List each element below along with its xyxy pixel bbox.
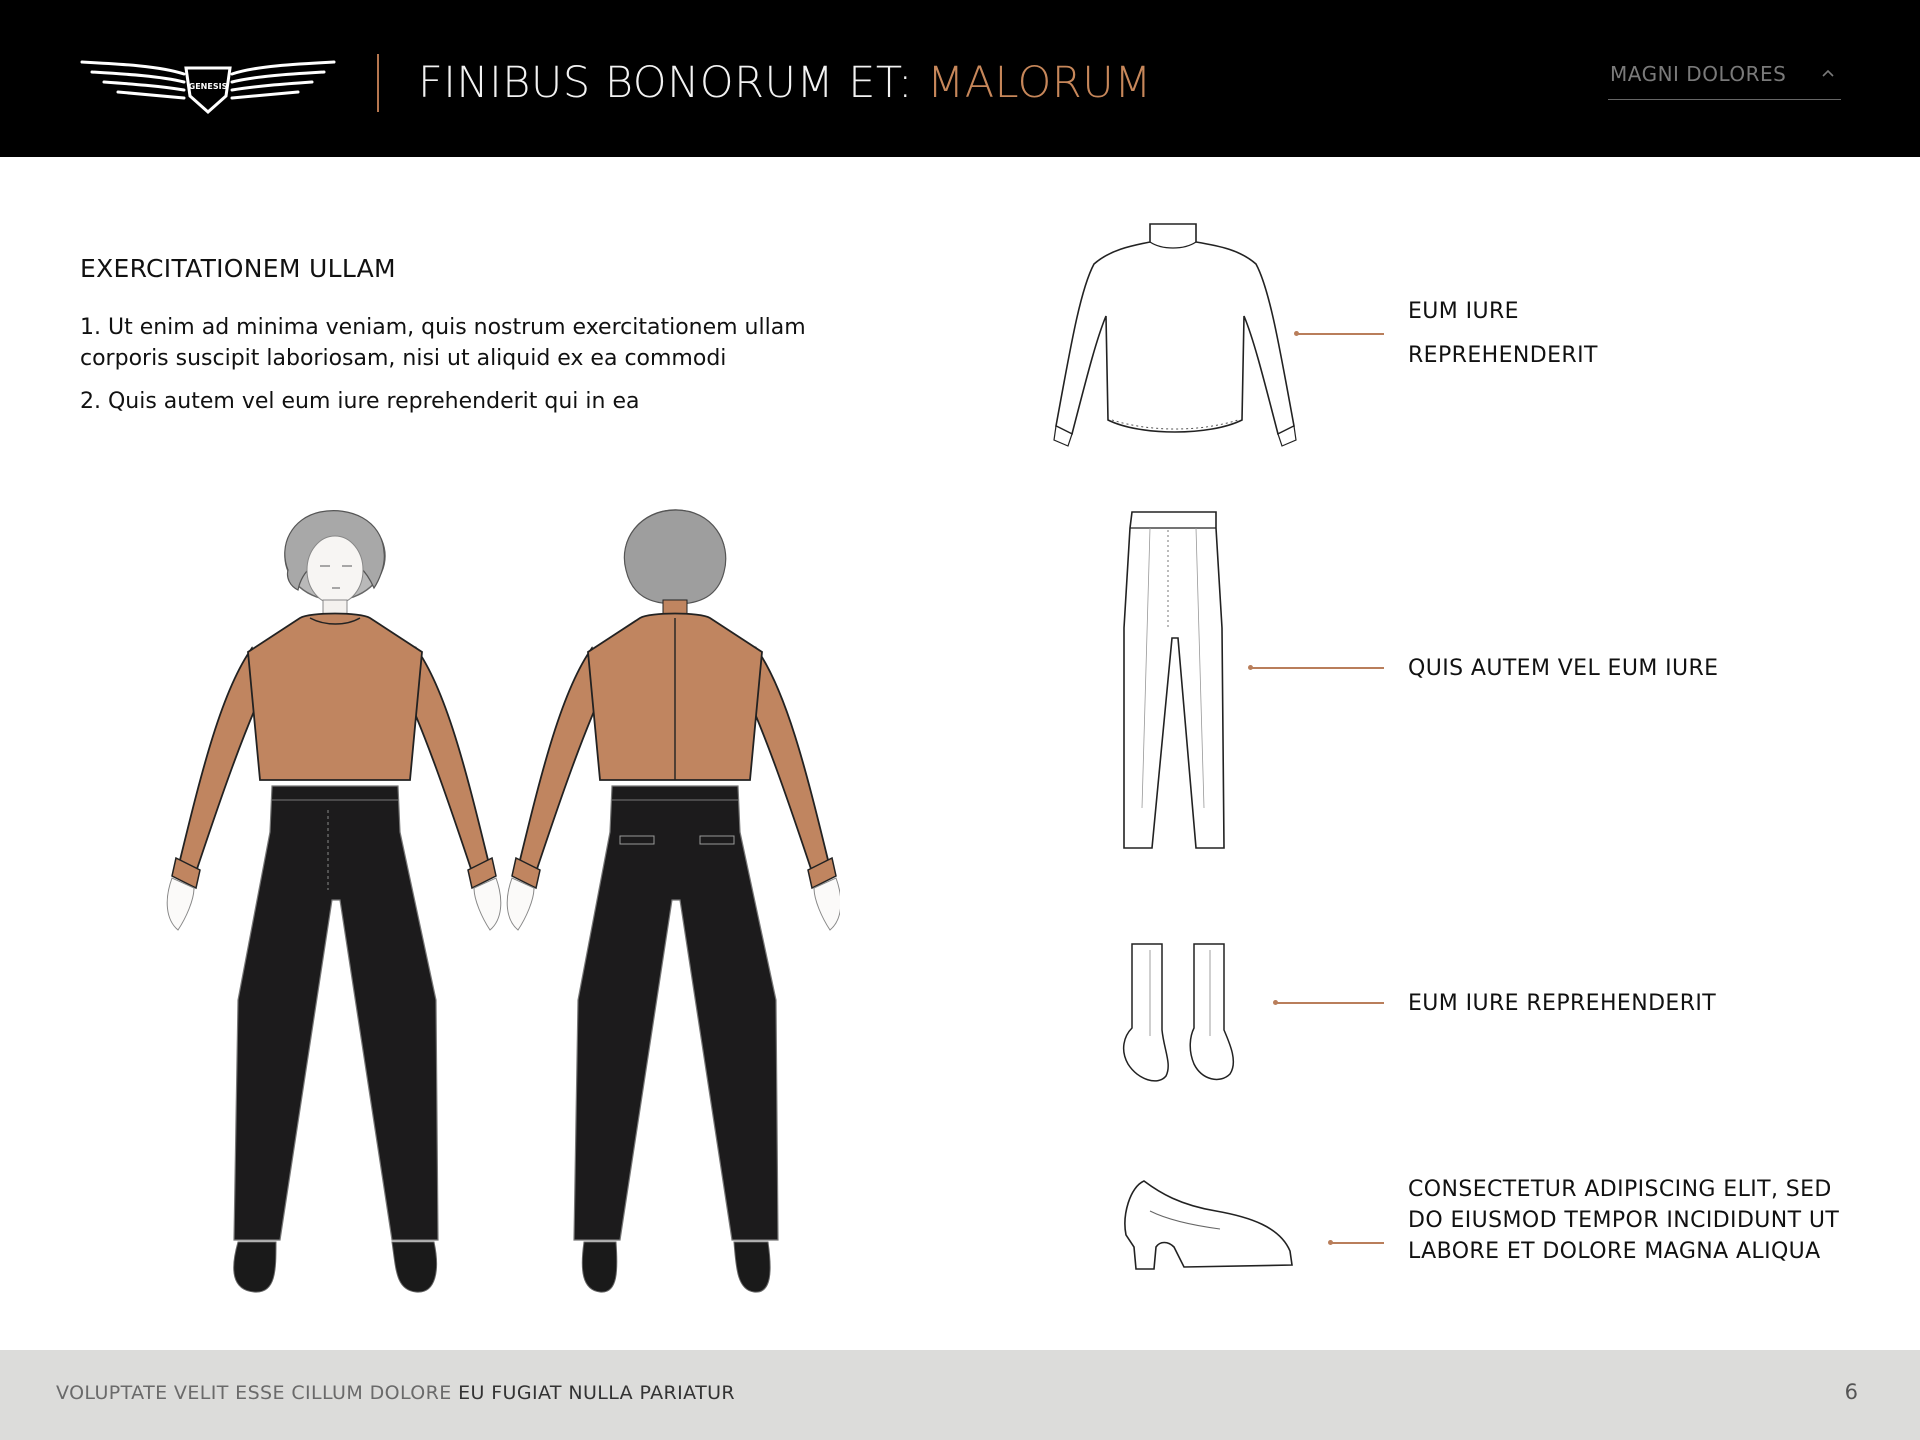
dropdown-label: MAGNI DOLORES bbox=[1610, 62, 1787, 86]
footer-text-strong: EU FUGIAT NULLA PARIATUR bbox=[458, 1382, 735, 1404]
genesis-logo-icon[interactable] bbox=[80, 56, 336, 116]
chevron-up-icon[interactable] bbox=[1819, 64, 1837, 82]
callout-trousers-label bbox=[1408, 653, 1719, 684]
logo-text: GENESIS bbox=[188, 82, 228, 91]
callout-trousers-text: QUIS AUTEM VEL EUM IURE bbox=[1408, 656, 1719, 681]
footer bbox=[0, 1350, 1920, 1440]
section-heading: EXERCITATIONEM ULLAM bbox=[80, 254, 396, 283]
callout-line bbox=[1298, 333, 1384, 335]
top-flat-illustration bbox=[1050, 220, 1300, 450]
callout-shoe-line2: DO EIUSMOD TEMPOR INCIDIDUNT UT bbox=[1408, 1208, 1840, 1233]
callout-shoe-line1: CONSECTETUR ADIPISCING ELIT, SED bbox=[1408, 1177, 1832, 1202]
header-divider bbox=[377, 54, 379, 112]
title-accent: MALORUM bbox=[927, 58, 1152, 108]
callout-top-label bbox=[1408, 290, 1598, 378]
socks-flat-illustration bbox=[1120, 940, 1270, 1090]
title-main: FINIBUS BONORUM ET: bbox=[418, 58, 913, 108]
instruction-list bbox=[80, 312, 820, 429]
footer-text bbox=[56, 1382, 735, 1404]
callout-top-line2: REPREHENDERIT bbox=[1408, 343, 1598, 368]
page-number: 6 bbox=[1844, 1380, 1858, 1404]
callout-shoe-line3: LABORE ET DOLORE MAGNA ALIQUA bbox=[1408, 1239, 1821, 1264]
header bbox=[0, 0, 1920, 157]
list-item: 1. Ut enim ad minima veniam, quis nostrum exercitationem ullam corporis suscipit laboriosam, nisi ut aliquid ex ea commodi bbox=[80, 315, 806, 371]
footer-text-light: VOLUPTATE VELIT ESSE CILLUM DOLORE bbox=[56, 1382, 459, 1404]
callout-shoe-label bbox=[1408, 1174, 1839, 1267]
callout-top-line1: EUM IURE bbox=[1408, 299, 1519, 324]
outfit-front-illustration bbox=[160, 500, 840, 1330]
callout-line bbox=[1332, 1242, 1384, 1244]
shoe-flat-illustration bbox=[1120, 1175, 1300, 1275]
section-dropdown[interactable] bbox=[1608, 58, 1841, 100]
figure-back bbox=[507, 510, 840, 1292]
page-title bbox=[418, 55, 1152, 111]
callout-line bbox=[1277, 1002, 1384, 1004]
figure-front bbox=[167, 511, 501, 1292]
callout-socks-text: EUM IURE REPREHENDERIT bbox=[1408, 991, 1717, 1016]
callout-socks-label bbox=[1408, 988, 1716, 1019]
callout-line bbox=[1252, 667, 1384, 669]
list-item: 2. Quis autem vel eum iure reprehenderit qui in ea bbox=[80, 389, 640, 414]
trousers-flat-illustration bbox=[1112, 508, 1232, 858]
